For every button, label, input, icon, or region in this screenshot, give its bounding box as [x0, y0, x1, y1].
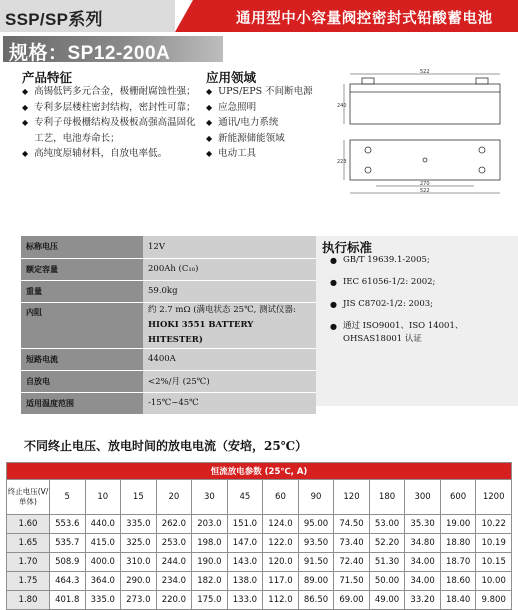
discharge-current-cell: 86.50	[298, 591, 334, 610]
discharge-current-cell: 10.00	[476, 572, 512, 591]
discharge-current-cell: 18.60	[440, 572, 476, 591]
discharge-current-cell: 117.0	[263, 572, 299, 591]
time-column-header: 1200	[476, 480, 512, 515]
discharge-current-cell: 52.20	[369, 534, 405, 553]
discharge-current-cell: 203.0	[192, 515, 228, 534]
spec-label: 短路电流	[21, 348, 143, 370]
time-column-header: 45	[227, 480, 263, 515]
spec-label: 适用温度范围	[21, 392, 143, 414]
discharge-current-cell: 72.40	[334, 553, 370, 572]
time-column-header: 300	[405, 480, 441, 515]
dim-height: 240	[337, 103, 347, 109]
discharge-current-cell: 112.0	[263, 591, 299, 610]
battery-dimension-drawing	[336, 66, 514, 198]
discharge-current-cell: 151.0	[227, 515, 263, 534]
discharge-current-cell: 122.0	[263, 534, 299, 553]
application-item: ◆ 应急照明	[206, 101, 257, 113]
time-column-header: 5	[50, 480, 86, 515]
voltage-column-header	[7, 480, 50, 515]
discharge-current-cell: 415.0	[85, 534, 121, 553]
discharge-header-row	[7, 480, 512, 515]
discharge-current-cell: 335.0	[85, 591, 121, 610]
standard-item: ● 通过 ISO9001、ISO 14001、OHSAS18001 认证	[330, 321, 464, 344]
time-column-header: 90	[298, 480, 334, 515]
discharge-current-cell: 325.0	[121, 534, 157, 553]
bullet-icon: ●	[330, 278, 337, 287]
discharge-current-cell: 34.00	[405, 553, 441, 572]
discharge-current-cell: 198.0	[192, 534, 228, 553]
time-column-header: 180	[369, 480, 405, 515]
discharge-current-cell: 253.0	[156, 534, 192, 553]
discharge-table-title-row	[7, 463, 512, 480]
spec-value: 4400A	[143, 348, 316, 370]
discharge-current-cell: 143.0	[227, 553, 263, 572]
discharge-current-cell: 400.0	[85, 553, 121, 572]
discharge-current-cell: 535.7	[50, 534, 86, 553]
discharge-current-cell: 190.0	[192, 553, 228, 572]
discharge-current-cell: 182.0	[192, 572, 228, 591]
discharge-current-cell: 93.50	[298, 534, 334, 553]
discharge-current-cell: 10.19	[476, 534, 512, 553]
discharge-current-cell: 124.0	[263, 515, 299, 534]
product-type-title: 通用型中小容量阀控密封式铅酸蓄电池	[236, 11, 493, 27]
discharge-current-cell: 220.0	[156, 591, 192, 610]
discharge-current-cell: 553.6	[50, 515, 86, 534]
standards-title: 执行标准	[322, 240, 373, 255]
cutoff-voltage-cell: 1.65	[7, 534, 50, 553]
discharge-current-cell: 74.50	[334, 515, 370, 534]
dim-length-top: 522	[420, 69, 430, 75]
discharge-current-cell: 18.80	[440, 534, 476, 553]
discharge-current-cell: 51.30	[369, 553, 405, 572]
discharge-current-cell: 53.00	[369, 515, 405, 534]
discharge-current-cell: 175.0	[192, 591, 228, 610]
bullet-icon: ◆	[22, 149, 29, 158]
standards-list	[330, 254, 512, 346]
bullet-icon: ◆	[22, 87, 29, 96]
front-view	[350, 84, 500, 124]
spec-value	[143, 302, 316, 348]
discharge-table-title: 恒流放电参数 (25℃, A)	[7, 463, 512, 480]
discharge-current-cell: 138.0	[227, 572, 263, 591]
discharge-current-cell: 401.8	[50, 591, 86, 610]
features-title: 产品特征	[22, 70, 73, 85]
discharge-current-cell: 10.22	[476, 515, 512, 534]
spec-label: 额定容量	[21, 258, 143, 280]
spec-value: 200Ah (C₁₀)	[143, 258, 316, 280]
dim-terminal-spacing: 270	[420, 181, 430, 187]
spec-row	[21, 348, 316, 370]
discharge-current-cell: 34.80	[405, 534, 441, 553]
top-view	[350, 140, 500, 180]
time-column-header: 20	[156, 480, 192, 515]
discharge-current-cell: 19.00	[440, 515, 476, 534]
spec-value: 59.0kg	[143, 280, 316, 302]
discharge-current-cell: 73.40	[334, 534, 370, 553]
spec-value-line: HIOKI 3551 BATTERY HITESTER)	[148, 319, 254, 345]
discharge-row	[7, 553, 512, 572]
cutoff-voltage-cell: 1.80	[7, 591, 50, 610]
spec-label: 标称电压	[21, 236, 143, 258]
feature-item: ◆ 专利多层楼柱密封结构，密封性可靠；	[22, 100, 202, 116]
voltage-header-line: 单体)	[19, 497, 37, 506]
discharge-current-cell: 440.0	[85, 515, 121, 534]
discharge-current-cell: 18.40	[440, 591, 476, 610]
bullet-icon: ◆	[206, 118, 213, 127]
cutoff-voltage-cell: 1.60	[7, 515, 50, 534]
time-column-header: 120	[334, 480, 370, 515]
discharge-row	[7, 515, 512, 534]
discharge-current-cell: 262.0	[156, 515, 192, 534]
discharge-current-cell: 89.00	[298, 572, 334, 591]
discharge-current-cell: 464.3	[50, 572, 86, 591]
discharge-current-cell: 310.0	[121, 553, 157, 572]
discharge-current-cell: 244.0	[156, 553, 192, 572]
discharge-current-cell: 18.70	[440, 553, 476, 572]
model-label: 规格：SP12-200A	[9, 43, 171, 64]
discharge-current-cell: 35.30	[405, 515, 441, 534]
discharge-current-cell: 91.50	[298, 553, 334, 572]
discharge-current-cell: 9.800	[476, 591, 512, 610]
spec-value: 12V	[143, 236, 316, 258]
time-column-header: 10	[85, 480, 121, 515]
spec-row	[21, 258, 316, 280]
discharge-current-cell: 95.00	[298, 515, 334, 534]
spec-label: 内阻	[21, 302, 143, 348]
standard-item: ● IEC 61056-1/2: 2002;	[330, 277, 436, 287]
application-item: ◆ 新能源储能领域	[206, 132, 285, 144]
spec-value: -15℃~45℃	[143, 392, 316, 414]
discharge-current-cell: 120.0	[263, 553, 299, 572]
bullet-icon: ◆	[206, 149, 213, 158]
bullet-icon: ◆	[206, 87, 213, 96]
cutoff-voltage-cell: 1.70	[7, 553, 50, 572]
spec-row	[21, 302, 316, 348]
discharge-current-cell: 69.00	[334, 591, 370, 610]
feature-item: ◆ 高纯度原辅材料，自放电率低。	[22, 146, 202, 162]
bullet-icon: ●	[330, 322, 337, 331]
application-item: ◆ UPS/EPS 不间断电源	[206, 86, 313, 97]
bullet-icon: ◆	[206, 133, 213, 143]
feature-item: ◆ 高锡低钙多元合金，极栅耐腐蚀性强；	[22, 84, 202, 100]
time-column-header: 15	[121, 480, 157, 515]
discharge-section-title: 不同终止电压、放电时间的放电电流（安培，25℃）	[24, 439, 308, 453]
discharge-current-cell: 508.9	[50, 553, 86, 572]
discharge-current-cell: 290.0	[121, 572, 157, 591]
discharge-row	[7, 591, 512, 610]
discharge-current-cell: 49.00	[369, 591, 405, 610]
spec-row	[21, 280, 316, 302]
discharge-current-cell: 364.0	[85, 572, 121, 591]
dim-width: 223	[337, 159, 347, 165]
cutoff-voltage-cell: 1.75	[7, 572, 50, 591]
standard-item: ● GB/T 19639.1-2005;	[330, 255, 430, 265]
discharge-row	[7, 534, 512, 553]
discharge-current-cell: 273.0	[121, 591, 157, 610]
discharge-current-cell: 34.00	[405, 572, 441, 591]
features-list	[22, 84, 202, 162]
spec-row	[21, 236, 316, 258]
spec-row	[21, 370, 316, 392]
bullet-icon: ●	[330, 256, 337, 265]
series-title: SSP/SP系列	[5, 10, 103, 29]
bullet-icon: ◆	[22, 102, 29, 112]
applications-list	[206, 84, 334, 162]
spec-value: <2%/月 (25℃)	[143, 370, 316, 392]
applications-title: 应用领域	[206, 70, 257, 85]
spec-value-line: 约 2.7 mΩ (满电状态 25℃, 测试仪器:	[148, 304, 296, 315]
application-item: ◆ 通讯/电力系统	[206, 117, 279, 128]
spec-row	[21, 392, 316, 414]
discharge-current-cell: 33.20	[405, 591, 441, 610]
discharge-current-cell: 147.0	[227, 534, 263, 553]
dim-length-bottom: 522	[420, 188, 430, 194]
application-item: ◆ 电动工具	[206, 148, 257, 159]
discharge-current-cell: 133.0	[227, 591, 263, 610]
bullet-icon: ●	[330, 300, 337, 309]
discharge-current-cell: 10.15	[476, 553, 512, 572]
feature-item: ◆ 专利子母极栅结构及极板高强高温固化工艺，电池寿命长；	[22, 115, 202, 146]
discharge-current-cell: 234.0	[156, 572, 192, 591]
spec-table	[21, 236, 316, 415]
spec-label: 自放电	[21, 370, 143, 392]
discharge-current-cell: 335.0	[121, 515, 157, 534]
time-column-header: 60	[263, 480, 299, 515]
standard-item: ● JIS C8702-1/2: 2003;	[330, 299, 434, 309]
bullet-icon: ◆	[22, 118, 29, 127]
voltage-header-line: 终止电压(V/	[7, 487, 49, 496]
discharge-current-cell: 50.00	[369, 572, 405, 591]
time-column-header: 600	[440, 480, 476, 515]
time-column-header: 30	[192, 480, 228, 515]
discharge-current-cell: 71.50	[334, 572, 370, 591]
bullet-icon: ◆	[206, 102, 213, 112]
spec-label: 重量	[21, 280, 143, 302]
